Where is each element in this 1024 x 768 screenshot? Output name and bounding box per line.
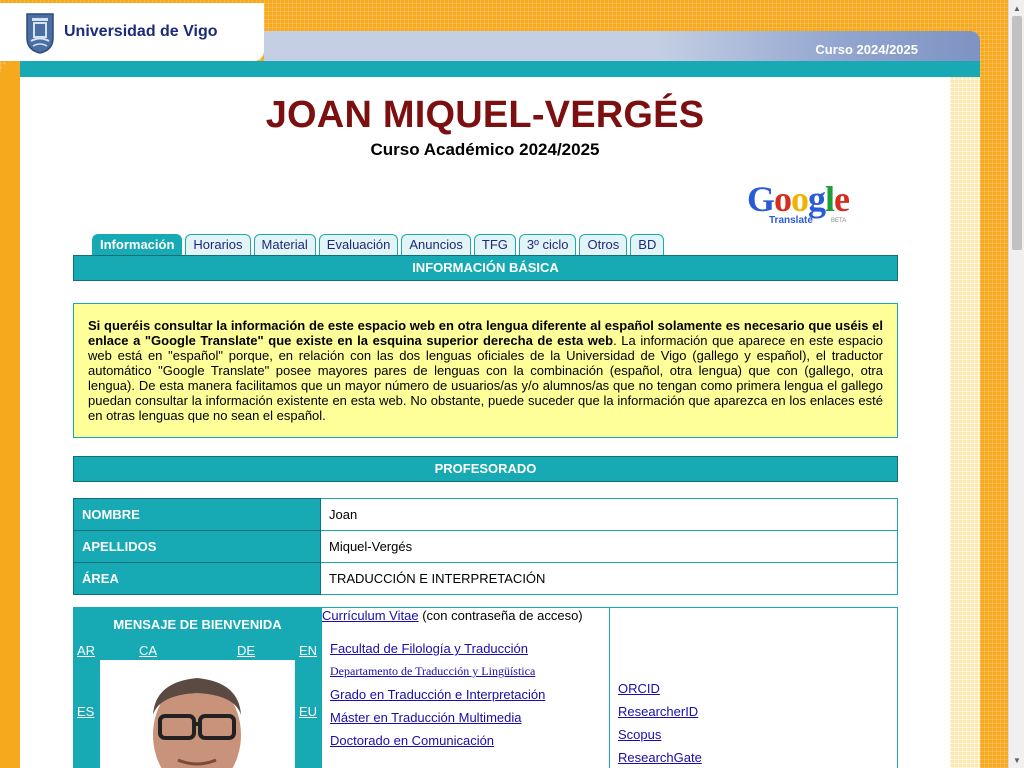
lang-link-es[interactable]: ES <box>77 704 95 719</box>
notice-bold-text: Si queréis consultar la información de este espacio web en otra lengua diferente al español solamente es necesario que uséis el enlace a "Google Translate" que existe en la esquina superior derecha de esta web <box>88 318 883 348</box>
link-degree[interactable]: Grado en Traducción e Interpretación <box>330 687 546 702</box>
row-value: Joan <box>321 499 898 531</box>
tab-bar <box>92 234 664 256</box>
tab-horarios[interactable]: Horarios <box>185 234 250 255</box>
tab-tfg[interactable]: TFG <box>474 234 516 255</box>
cv-note: (con contraseña de acceso) <box>422 608 583 623</box>
row-value: Miquel-Vergés <box>321 531 898 563</box>
google-logo-icon: Google <box>747 179 850 219</box>
link-faculty[interactable]: Facultad de Filología y Traducción <box>330 641 528 656</box>
link-department[interactable]: Departamento de Traducción y Lingüística <box>330 664 536 678</box>
google-translate-link[interactable] <box>747 181 859 227</box>
tab-bd[interactable]: BD <box>630 234 664 255</box>
lang-link-ca[interactable]: CA <box>139 643 158 658</box>
welcome-panel <box>74 608 321 768</box>
link-researchgate[interactable]: ResearchGate <box>618 750 702 765</box>
external-profiles <box>610 608 897 768</box>
link-cv[interactable]: Currículum Vitae <box>322 608 419 623</box>
bottom-grid <box>73 607 898 768</box>
table-row <box>74 499 898 531</box>
course-label: Curso 2024/2025 <box>815 42 918 57</box>
profile-table <box>73 498 898 595</box>
row-value: TRADUCCIÓN E INTERPRETACIÓN <box>321 563 898 595</box>
tab-informacion[interactable]: Información <box>92 234 182 255</box>
notice-text: . La información que aparece en este espacio web está en "español" porque, en relación con las dos lenguas oficiales de la Universidad de Vigo (gallego y español), el traductor automático "Google Translate" posee mayores pares de lenguas con la combinación (español, otra lengua) que con (gallego, otra lengua). De esta manera facilitamos que un mayor número de usuarios/as y/o alumnos/as que no tengan como primera lengua el gallego puedan consultar la información existente en esta web. No obstante, puede suceder que la información que aparezca en los enlaces esté en otras lenguas que no sean el español. <box>88 333 883 423</box>
main-content <box>20 77 950 768</box>
link-researcherid[interactable]: ResearcherID <box>618 704 699 719</box>
cv-line <box>322 608 583 623</box>
tab-evaluacion[interactable]: Evaluación <box>319 234 399 255</box>
scroll-up-icon[interactable]: ▲ <box>1013 3 1021 13</box>
page-title: JOAN MIQUEL-VERGÉS <box>265 94 705 136</box>
section-header-faculty: PROFESORADO <box>73 456 898 482</box>
scroll-down-icon[interactable]: ▼ <box>1013 755 1021 765</box>
link-orcid[interactable]: ORCID <box>618 681 660 696</box>
row-label: APELLIDOS <box>74 531 321 563</box>
frame-left <box>0 61 20 768</box>
profile-photo <box>100 660 295 768</box>
tab-tercer-ciclo[interactable]: 3º ciclo <box>519 234 577 255</box>
section-header-basic-info: INFORMACIÓN BÁSICA <box>73 255 898 281</box>
row-label: ÁREA <box>74 563 321 595</box>
lang-link-en[interactable]: EN <box>299 643 318 658</box>
table-row <box>74 563 898 595</box>
google-translate-sub: Translate <box>769 215 813 226</box>
link-master[interactable]: Máster en Traducción Multimedia <box>330 710 522 725</box>
university-shield-icon <box>25 10 55 54</box>
page-subtitle: Curso Académico 2024/2025 <box>370 140 600 159</box>
table-row <box>74 531 898 563</box>
tab-anuncios[interactable]: Anuncios <box>401 234 470 255</box>
academic-links <box>321 608 610 768</box>
teal-band <box>20 61 980 77</box>
link-doctorate[interactable]: Doctorado en Comunicación <box>330 733 495 748</box>
lang-link-ar[interactable]: AR <box>77 643 96 658</box>
lang-link-de[interactable]: DE <box>237 643 256 658</box>
university-name: Universidad de Vigo <box>64 23 218 40</box>
scrollbar-thumb[interactable] <box>1012 16 1022 250</box>
lang-link-eu[interactable]: EU <box>299 704 318 719</box>
google-translate-beta: BETA <box>831 218 847 224</box>
row-label: NOMBRE <box>74 499 321 531</box>
vertical-scrollbar[interactable] <box>1008 0 1024 768</box>
tab-material[interactable]: Material <box>254 234 316 255</box>
translation-notice <box>73 303 898 438</box>
link-scopus[interactable]: Scopus <box>618 727 662 742</box>
tab-otros[interactable]: Otros <box>579 234 627 255</box>
decorative-strip <box>950 77 980 768</box>
university-logo[interactable] <box>0 3 264 61</box>
welcome-title: MENSAJE DE BIENVENIDA <box>113 617 282 632</box>
